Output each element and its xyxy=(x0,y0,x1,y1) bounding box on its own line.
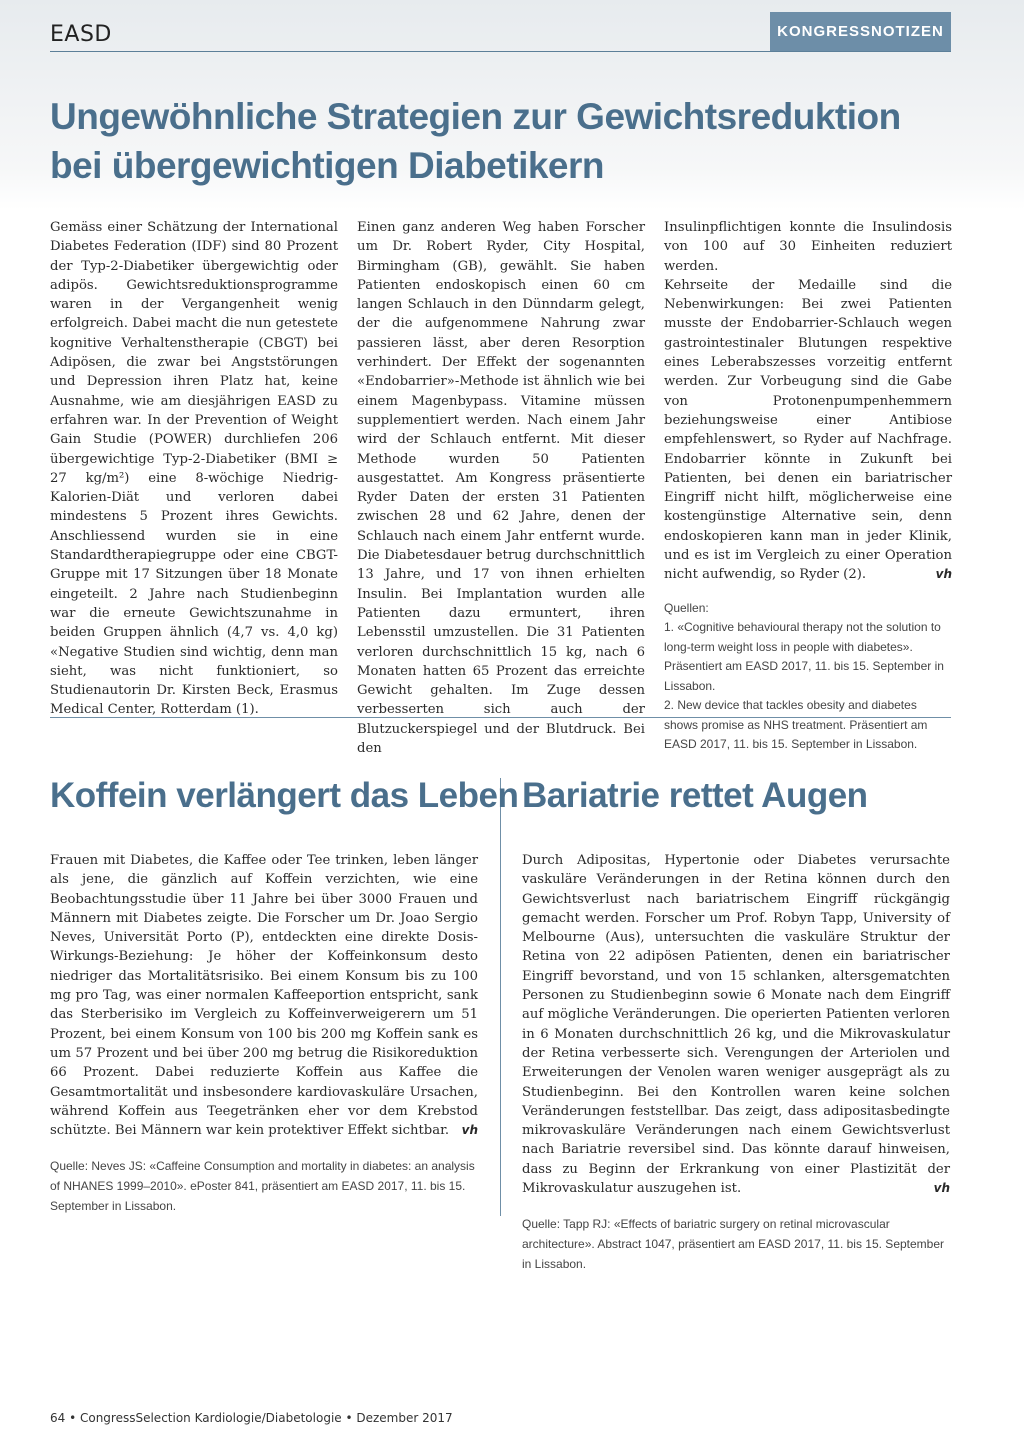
source-note xyxy=(50,1156,478,1216)
source-item: 1. «Cognitive behavioural therapy not the solution to long-term weight loss in people with diabetes». Präsentiert am EASD 2017, 11. bis 15. September in Lissabon. xyxy=(664,620,944,693)
caffeine-article-title: Koffein verlängert das Leben xyxy=(50,776,519,815)
page-footer: 64 • CongressSelection Kardiologie/Diabetologie • Dezember 2017 xyxy=(50,1411,453,1425)
section-tag: KONGRESSNOTIZEN xyxy=(770,12,951,51)
article-title-line-1: Ungewöhnliche Strategien zur Gewichtsreduktion xyxy=(50,96,901,137)
caffeine-article-body xyxy=(50,851,478,1216)
source-text: Neves JS: «Caffeine Consumption and mortality in diabetes: an analysis of NHANES 1999–2010». ePoster 841, präsentiert am EASD 2017, 11. bis 15. September in Lissabon. xyxy=(50,1159,475,1214)
source-text: Tapp RJ: «Effects of bariatric surgery on retinal microvascular architecture». Abstract 1047, präsentiert am EASD 2017, 11. bis 15. September in Lissabon. xyxy=(522,1217,945,1272)
paragraph: Gemäss einer Schätzung der International Diabetes Federation (IDF) sind 80 Prozent der Typ-2-Diabetiker übergewichtig oder adipös. Gewichtsreduktionsprogramme waren in der Vergangenheit wenig erfolgreich. Dabei macht die nun getestete kognitive Verhaltenstherapie (CBGT) bei Adipösen, die zwar bei Angststörungen und Depression ihren Platz hat, keine Ausnahme, wie am diesjährigen EASD zu erfahren war. In der Prevention of Weight Gain Studie (POWER) durchliefen 206 übergewichtige Typ-2-Diabetiker (BMI ≥ 27 kg/m²) eine 8-wöchige Niedrig-Kalorien-Diät und verloren dabei mindestens 5 Prozent ihres Gewichts. Anschliessend wurden sie in eine Standardtherapiegruppe oder eine CBGT-Gruppe mit 17 Sitzungen über 18 Monate eingeteilt. 2 Jahre nach Studienbeginn war die erneute Gewichtszunahme in beiden Gruppen ähnlich (4,7 vs. 4,0 kg) «Negative Studien sind wichtig, denn man sieht, was nicht funktioniert, so Studienautorin Dr. Kirsten Beck, Erasmus Medical Center, Rotterdam (1). xyxy=(50,220,338,718)
paragraph-with-signature xyxy=(664,276,952,585)
article-column-1 xyxy=(50,218,338,720)
source-label: Quelle: xyxy=(50,1159,89,1174)
bariatric-article-title: Bariatrie rettet Augen xyxy=(522,776,868,815)
section-label: EASD xyxy=(50,22,112,47)
source-item: 2. New device that tackles obesity and diabetes shows promise as NHS treatment. Präsentiert am EASD 2017, 11. bis 15. September in Lissabon. xyxy=(664,698,928,752)
article-title xyxy=(50,92,950,190)
paragraph: Einen ganz anderen Weg haben Forscher um Dr. Robert Ryder, City Hospital, Birmingham (GB), gewählt. Sie haben Patienten endoskopisch einen 60 cm langen Schlauch in den Dünndarm gelegt, der die aufgenommene Nahrung zwar passieren lässt, aber deren Resorption verhindert. Der Effekt der sogenannten «Endobarrier»-Methode ist ähnlich wie bei einem Magenbypass. Vitamine müssen supplementiert werden. Nach einem Jahr wird der Schlauch entfernt. Mit dieser Methode wurden 50 Patienten ausgestattet. Am Kongress präsentierte Ryder Daten der ersten 31 Patienten zwischen 28 und 62 Jahre, denen der Schlauch nach einem Jahr entfernt wurde. Die Diabetesdauer betrug durchschnittlich 13 Jahre, und 17 von ihnen erhielten Insulin. Bei Implantation wurden alle Patienten dazu ermuntert, ihren Lebensstil umzustellen. Die 31 Patienten verloren durchschnittlich 15 kg, nach 6 Monaten hatten 65 Prozent das erreichte Gewicht gehalten. Im Zuge dessen verbesserten sich auch der Blutzuckerspiegel und der Blutdruck. Bei den xyxy=(357,220,645,757)
author-signature: vh xyxy=(933,1181,950,1196)
paragraph-with-signature xyxy=(522,851,950,1198)
paragraph-text: Durch Adipositas, Hypertonie oder Diabetes verursachte vaskuläre Veränderungen in der Retina können durch den Gewichtsverlust nach bariatrischem Eingriff rückgängig gemacht werden. Forscher um Prof. Robyn Tapp, University of Melbourne (Aus), untersuchten die vaskuläre Struktur der Retina von 22 adipösen Patienten, denen ein bariatrischer Eingriff bevorstand, und von 15 schlanken, altersgematchten Personen zu Studienbeginn sowie 6 Monate nach dem Eingriff auf mögliche Veränderungen. Die operierten Patienten verloren in 6 Monaten durchschnittlich 26 kg, und die Mikrovaskulatur der Retina verbesserte sich. Verengungen der Arteriolen und Erweiterungen der Venolen waren weniger ausgeprägt als zu Studienbeginn. Bei den Kontrollen waren keine solchen Veränderungen feststellbar. Das zeigt, dass adipositasbedingte mikrovaskuläre Veränderungen nach einem Gewichtsverlust nach Bariatrie reversibel sind. Das könnte darauf hinweisen, dass zu Beginn der Erkrankung von einer Plastizität der Mikrovaskulatur auszugehen ist. xyxy=(522,853,950,1197)
source-label: Quelle: xyxy=(522,1217,561,1232)
sources-block xyxy=(664,599,952,755)
source-note xyxy=(522,1214,950,1274)
paragraph-text: Frauen mit Diabetes, die Kaffee oder Tee trinken, leben länger als jene, die gänzlich auf Koffein verzichten, wie eine Beobachtungsstudie über 11 Jahre bei über 3000 Frauen und Männern mit Diabetes zeigte. Die Forscher um Dr. Joao Sergio Neves, Universität Porto (P), entdeckten eine direkte Dosis-Wirkungs-Beziehung: Je höher der Koffeinkonsum desto niedriger das Mortalitätsrisiko. Bei einem Konsum bis zu 100 mg pro Tag, was einer normalen Kaffeeportion entspricht, sank das Sterberisiko im Vergleich zu Koffeinverweigerern um 51 Prozent, bei einem Konsum von 100 bis 200 mg Koffein sank es um 57 Prozent und bei über 200 mg betrug die Risikoreduktion 66 Prozent. Dabei reduzierte Koffein aus Kaffee die Gesamtmortalität und insbesondere kardiovaskuläre Ursachen, während Koffein aus Teegetränken eher vor dem Krebstod schützte. Bei Männern war kein protektiver Effekt sichtbar. xyxy=(50,853,478,1139)
author-signature: vh xyxy=(935,567,952,582)
article-title-line-2: bei übergewichtigen Diabetikern xyxy=(50,145,605,186)
article-column-3 xyxy=(664,218,952,755)
article-column-2 xyxy=(357,218,645,758)
paragraph-text: Kehrseite der Medaille sind die Nebenwirkungen: Bei zwei Patienten musste der Endobarrier-Schlauch wegen gastrointestinaler Blutungen respektive eines Leberabszesses vorzeitig entfernt werden. Zur Vorbeugung sind die Gabe von Protonenpumpenhemmern beziehungsweise einer Antibiose empfehlenswert, so Ryder auf Nachfrage. Endobarrier könnte in Zukunft bei Patienten, bei denen ein bariatrischer Eingriff nicht hilft, möglicherweise eine kostengünstige Alternative sein, denn endoskopieren kann man in jeder Klinik, und es ist im Vergleich zu einer Operation nicht aufwendig, so Ryder (2). xyxy=(664,277,952,583)
header-rule xyxy=(50,51,951,52)
paragraph: Insulinpflichtigen konnte die Insulindosis von 100 auf 30 Einheiten reduziert werden. xyxy=(664,220,952,274)
paragraph-with-signature xyxy=(50,851,478,1140)
sources-label: Quellen: xyxy=(664,600,709,615)
section-divider xyxy=(50,717,951,718)
column-separator xyxy=(500,778,501,1216)
bariatric-article-body xyxy=(522,851,950,1274)
author-signature: vh xyxy=(461,1123,478,1138)
